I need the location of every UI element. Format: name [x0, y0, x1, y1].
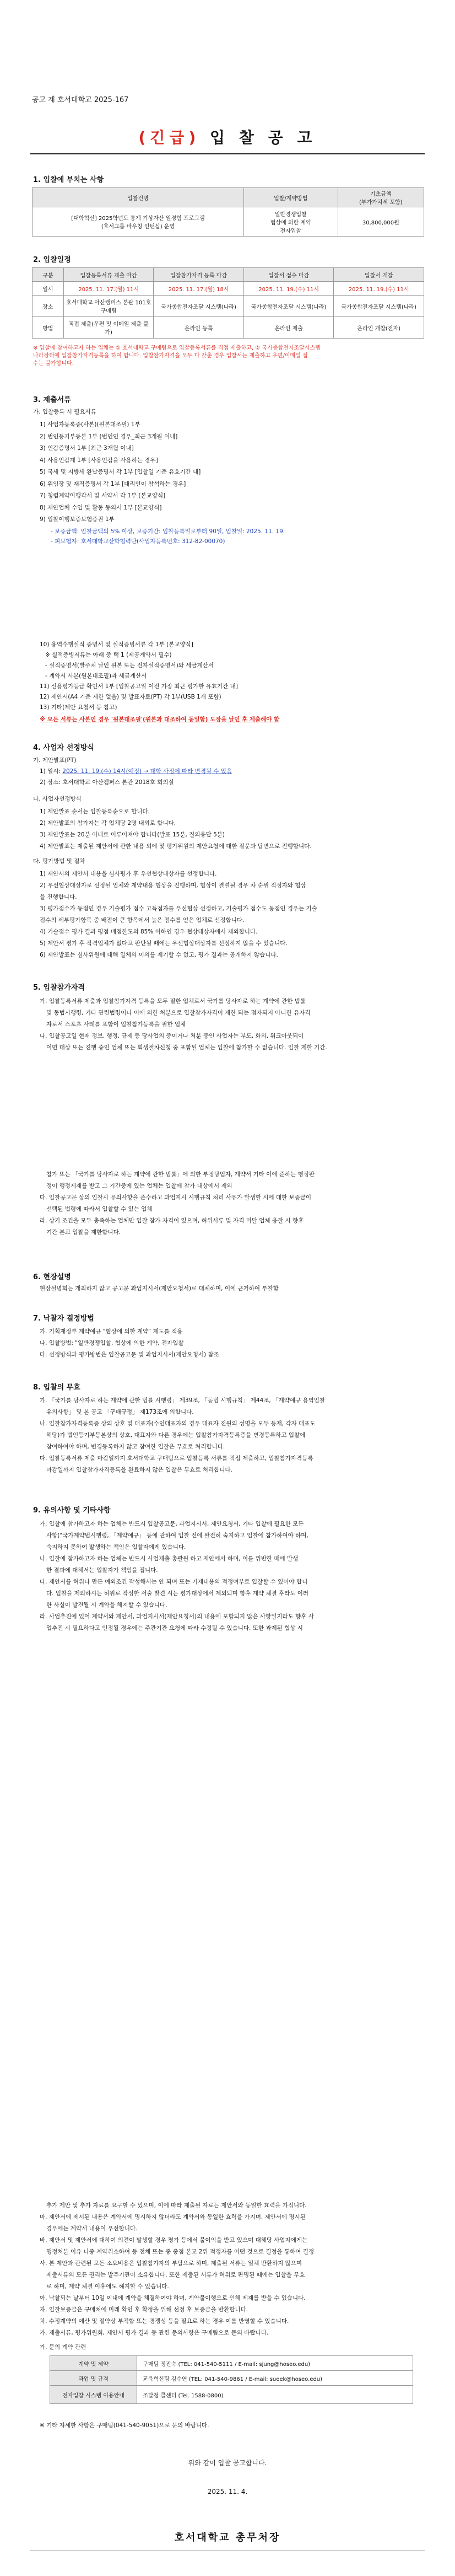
place-registration: 국가종합전자조달 시스템(나라) — [154, 296, 244, 317]
bid-method-line1: 일반경쟁입찰 — [274, 211, 307, 218]
list-item: 다. 입찰공고문 상의 입찰시 유의사항을 준수하고 과업지시 시행규칙 처리 사유가 발생할 시에 대한 보증금이 — [40, 1194, 312, 1201]
list-item: 나. 입찰에 참가하고자 하는 업체는 반드시 사업제출 총괄원 하고 제안에서 하며, 이를 위반한 때에 발생 — [40, 1555, 299, 1562]
section-8-heading: 8. 입찰의 무효 — [33, 1383, 80, 1392]
list-item: 로 하며, 계약 체결 이후에도 해지할 수 있습니다. — [46, 2283, 169, 2290]
sec3-items-list — [40, 419, 201, 526]
list-item: 참가 또는 「국가를 당사자로 하는 계약에 관한 법률」에 의한 부정당업자, 계약서 기타 이에 준하는 행정판 — [46, 1171, 315, 1178]
list-item: 마감일까지 입찰참가자격등록을 완료하지 않은 입찰은 무효로 처리합니다. — [46, 1467, 232, 1473]
list-item: 숙지하지 못하여 발생하는 책임은 입찰자에게 있습니다. — [46, 1544, 186, 1550]
list-item: 을 진행합니다. — [40, 894, 77, 900]
list-item: 점수의 세부평가항목 중 배점이 큰 항목에서 높은 점수를 얻은 업체로 선정합니다. — [40, 917, 245, 924]
list-item: 10) 용역수행실적 증명서 및 실적증빙서류 각 1부 [본교양식] — [40, 641, 193, 648]
contact-value: 조달청 콜센터 (Tel. 1588-0800) — [137, 2386, 413, 2404]
list-item: 다. 제안서를 허위나 만든 예외조건 작성해서는 안 되며 또는 기재내용의 적정여부로 입찰할 수 있어야 합니 — [40, 1579, 308, 1585]
list-item: 차. 수정계약의 예산 및 절약상 부적합 또는 경쟁성 등을 필요로 하는 경우 이를 반영할 수 있습니다. — [40, 2318, 289, 2325]
section-7-heading: 7. 낙찰자 결정방법 — [33, 1314, 94, 1323]
list-item: 사. 본 제안과 관련된 모든 소요비용은 입찰참가자의 부담으로 하며, 제출된 서류는 일체 반환하지 않으며 — [40, 2260, 302, 2267]
page-title — [0, 126, 455, 148]
section-9-heading: 9. 유의사항 및 기타사항 — [33, 1506, 111, 1515]
section-6-heading: 6. 현장설명 — [33, 1273, 71, 1281]
list-item: 정이 행정제재를 받고 그 기간중에 있는 업체는 입찰에 참가 대상에서 제외 — [46, 1183, 232, 1189]
list-item: 3) 제안발표는 20분 이내로 이루어져야 합니다(발표 15분, 질의응답 5분) — [40, 831, 225, 838]
bond-line1: - 보증금액: 입찰금액의 5% 이상, 보증기간: 입찰등록일로부터 90일, 입찰일: 2025. 11. 19. — [51, 528, 285, 535]
list-item: - 실적증명서(발주처 날인 원본 또는 전자실적증명서)와 세금계산서 — [45, 662, 214, 669]
list-item: 2) 법인등기부등본 1부 [법인인 경우_최근 3개월 이내] — [40, 433, 178, 440]
schedule-note — [33, 345, 425, 368]
date-submission: 2025. 11. 17.(월) 11시 — [63, 282, 154, 296]
sec4-sub-b: 나. 사업자선정방식 — [33, 796, 82, 802]
date-registration: 2025. 11. 17.(월) 18시 — [154, 282, 244, 296]
title-urgent-tag: (긴급) — [138, 128, 201, 147]
list-item: 13) 기타(제안 요청서 등 참고) — [40, 704, 117, 711]
title-text: 입 찰 공 고 — [210, 128, 317, 147]
th-schedule-label: 구분 — [32, 268, 64, 282]
pt-date-value: 2025. 11. 19.(수) 14시(예정) → 대학 사정에 따라 변경될 수 있음 — [62, 768, 232, 775]
contact-note: ※ 기타 자세한 사항은 구매팀(041-540-9051)으로 문의 바랍니다. — [40, 2422, 209, 2429]
contact-table — [50, 2355, 413, 2404]
list-item: 11) 신용평가등급 확인서 1부 [입찰공고일 이전 가장 최근 평가한 유효기간 내] — [40, 683, 238, 690]
bid-name-line1: [대학혁신] 2025학년도 통계 기상자산 일경험 프로그램 — [71, 216, 205, 222]
list-item: 카. 제출서류, 평가위원회, 제안서 평가 결과 등 관련 문의사항은 구매팀으로 문의 바랍니다. — [40, 2330, 269, 2336]
section-5-heading: 5. 입찰참가자격 — [33, 984, 85, 992]
th-budget — [338, 188, 424, 207]
list-item: 제출서류의 모든 권리는 발주기관이 소유합니다. 또한 제출된 서류가 허위로 판명된 때에는 입찰을 무효 — [46, 2272, 305, 2278]
closing-statement: 위와 같이 입찰 공고합니다. — [188, 2459, 267, 2467]
contact-value: 교육혁신팀 김수연 (TEL: 041-540-9861 / E-mail: sueek@hoseo.edu) — [137, 2371, 413, 2386]
method-receipt: 온라인 제출 — [243, 317, 334, 339]
sec9-list — [40, 1518, 425, 1634]
th-budget-line2: (부가가치세 포함) — [359, 200, 403, 206]
list-item: 2) 제안발표의 참가자는 각 업체당 2명 내외로 합니다. — [40, 820, 176, 827]
site-briefing-text: 현장설명회는 개최하지 않고 공고문 과업지시서(제안요청서)로 대체하며, 이에 근거하여 투찰함 — [40, 1285, 279, 1292]
pt-place: 2) 장소: 호서대학교 아산캠퍼스 본관 2018호 회의실 — [40, 779, 174, 786]
list-item: 나. 입찰참가자격등록증 상의 상호 및 대표자(수인대표자의 경우 대표자 전원의 성명을 모두 등재, 각자 대표도 — [40, 1420, 316, 1427]
list-item: 가. 입찰에 참가하고자 하는 업체는 반드시 입찰공고문, 과업지시서, 제안요청서, 기타 입찰에 필요한 모든 — [40, 1521, 304, 1527]
list-item: 나. 입찰방법: "일반경쟁입찰, 협상에 의한 계약, 전자입찰 — [40, 1340, 184, 1346]
list-item: 해당)가 법인등기부등본상의 상호, 대표자와 다른 경우에는 입찰참가자격등록증을 변경등록하고 입찰에 — [46, 1432, 306, 1439]
row-place-label: 장소 — [32, 296, 64, 317]
place-opening: 국가종합전자조달 시스템(나라) — [334, 296, 424, 317]
list-item: 라. 사업추진에 있어 계약서와 제안서, 과업지시서(제안요청서)의 내용에 포함되지 않은 사항일지라도 향후 사 — [40, 1613, 314, 1620]
list-item: ※ 실적증빙서류는 아래 중 택 1 (제공계약서 필수) — [45, 652, 172, 658]
list-item: 한 사실이 발견될 시 계약을 해지할 수 있습니다. — [46, 1602, 167, 1608]
list-item: 한 결과에 대해서는 입찰자가 책임을 집니다. — [46, 1567, 158, 1574]
sec5-list-cont — [40, 1169, 426, 1238]
contact-label: 전자입찰 시스템 이용안내 — [50, 2386, 137, 2404]
list-item: 1) 제안서의 제안서 내용을 심사평가 후 우선협상대상자를 선정합니다. — [40, 871, 217, 877]
sec3-items2-list — [40, 640, 238, 713]
list-item: 라. 상기 조건을 모두 충족하는 업체만 입찰 참가 자격이 있으며, 허위서류 및 자격 미달 업체 응찰 시 향후 — [40, 1217, 304, 1224]
td-budget: 30,800,000원 — [338, 207, 424, 237]
list-item: 참여하여야 하며, 변경등록하지 않고 참여한 입찰은 무효로 처리합니다. — [46, 1443, 225, 1450]
sec4-c-list — [40, 868, 317, 961]
td-bid-method — [243, 207, 338, 237]
list-item: 추가 제안 및 추가 자료를 요구할 수 있으며, 이에 따라 제출된 자료는 제안서와 동일한 효력을 가집니다. — [46, 2202, 307, 2209]
list-item: 사항("국가계약법시행령, 「계약예규」 등에 관하여 입찰 전에 완전히 숙지하고 입찰에 참가하여야 하며, — [46, 1532, 308, 1539]
list-item: 5) 제안서 평가 후 작격업체가 없다고 판단될 때에는 우선협상대상자를 선정하지 않을 수 있습니다. — [40, 940, 288, 947]
list-item: 2) 우선협상대상자로 선정된 업체와 계약내용 협상을 진행하며, 협상이 결렬될 경우 차 순위 적정자와 협상 — [40, 882, 306, 889]
section-4-heading: 4. 사업자 선정방식 — [33, 744, 94, 752]
contact-value: 구매팀 정진숙 (TEL: 041-540-5111 / E-mail: sjung@hoseo.edu) — [137, 2356, 413, 2371]
sec9-list-cont — [40, 2200, 426, 2339]
list-item: 가. 입찰등록서류 제출과 입찰참가자격 등록을 모두 필한 업체로서 국가를 당사자로 하는 계약에 관한 법률 — [40, 998, 306, 1005]
bid-method-line2: 협상에 의한 계약 — [270, 219, 311, 226]
list-item: 5) 국세 및 지방세 완납증명서 각 1부 [입찰일 기준 유효기간 내] — [40, 469, 201, 475]
list-item: 나. 입찰공고일 현재 정보, 행정, 규제 등 당사업의 중이거나 처분 중인 사업자는 부도, 화의, 워크아웃되이 — [40, 1033, 304, 1039]
list-item: 4) 기술점수 평가 결과 평점 배점한도의 85% 이하인 경우 협상대상자에서 제외합니다. — [40, 929, 258, 935]
section-1-heading: 1. 입찰에 부치는 사항 — [33, 176, 104, 184]
list-item: 및 동법시행령, 기타 관련법령이나 이에 의한 처분으로 입찰참가자격이 제한 되는 점자되지 아니한 유자격 — [46, 1010, 311, 1016]
th-receipt: 입찰서 접수 마감 — [243, 268, 334, 282]
row-method-label: 방법 — [32, 317, 64, 339]
list-item: 이면 대상 또는 진행 중인 업체 또는 회생절차신청 중 포함된 업체는 입찰에 참가할 수 없습니다. 입찰 제한 기간. — [46, 1044, 327, 1051]
section-2-heading: 2. 입찰일정 — [33, 256, 71, 264]
list-item: 행정처분 이유 나중 계약취소하여 등 전체 또는 중 중점 본교 2위 적정자를 어떤 것으로 결정을 통하여 결정 — [46, 2248, 315, 2255]
copy-stamp-warning: ※ 모든 서류는 사본인 경우 '원본대조필'(원본과 대조하여 동일함) 도장을 날인 후 제출해야 함 — [40, 716, 280, 723]
sec4-b-list — [40, 806, 312, 852]
section-3-heading: 3. 제출서류 — [33, 396, 71, 404]
list-item: 다. 입찰을 제외하시는 허위로 작성한 서술 발견 시는 평가대상에서 제외되며 향후 계약 체결 후라도 이러 — [46, 1590, 309, 1597]
list-item: 6) 위임장 및 재직증명서 각 1부 [대리인이 참석하는 경우] — [40, 480, 186, 487]
list-item: 3) 평가점수가 동점인 경우 기술평가 점수 고득점자를 우선협상 선정하고, 기술평가 점수도 동점인 경우는 기술 — [40, 905, 317, 912]
contact-intro: 가. 문의 계약 관련 — [40, 2344, 86, 2350]
list-item: 7) 청렴계약이행각서 및 서약서 각 1부 [본교양식] — [40, 492, 166, 499]
list-item: 아. 낙찰되는 날부터 10일 이내에 계약을 체결하여야 하며, 계약불이행으로 인해 제재를 받을 수 있습니다. — [40, 2295, 306, 2301]
list-item: 다. 선정방식과 평가방법은 입찰공고문 및 과업지시서(제안요청서) 참조 — [40, 1351, 219, 1358]
list-item: 마. 제안서에 제시된 내용은 계약서에 명시하지 않더라도 계약서와 동일한 효력을 가지며, 제안서에 명시된 — [40, 2214, 306, 2220]
sec5-list — [40, 996, 425, 1054]
notice-date: 2025. 11. 4. — [207, 2488, 248, 2496]
list-item: 선택된 법령에 따라서 입찰할 수 있는 업체 — [46, 1206, 153, 1212]
list-item: - 계약서 사본(원본대조필)과 세금계산서 — [45, 673, 147, 679]
list-item: 4) 제안발표는 제출된 제안서에 관한 내용 외에 및 평가위원의 제안요청에 대한 질문과 답변으로 진행합니다. — [40, 843, 312, 850]
list-item: 9) 입찰이행보증보험증권 1부 — [40, 516, 115, 523]
list-item: 다. 입찰등록서류 제출 마감일까지 호서대학교 구매팀으로 입찰등록 서류를 직접 제출하고, 입찰참가자격등록 — [40, 1455, 313, 1462]
bond-details — [51, 527, 285, 546]
schedule-note-line3: 수는 불가합니다. — [33, 361, 74, 367]
notice-number: 공고 제 호서대학교 2025-167 — [32, 96, 129, 104]
method-registration: 온라인 등록 — [154, 317, 244, 339]
schedule-note-line2: 나라장터에 입찰참가자격등록을 하여 합니다. 입찰참가자격을 모두 다 갖춘 경우 입찰서는 제출하고 우편/이메일 접 — [33, 353, 308, 359]
list-item: 가. 「국가를 당사자로 하는 계약에 관한 법률 시행령」 제39조, 「동법 시행규칙」 제44조, 「계약예규 용역입찰 — [40, 1397, 326, 1404]
th-opening: 입찰서 개찰 — [334, 268, 424, 282]
bid-name-line2: (호서그룹 바우칭 인턴십) 운영 — [101, 224, 175, 230]
date-receipt: 2025. 11. 19.(수) 11시 — [243, 282, 334, 296]
sec3-sub-a: 가. 입찰등록 시 필요서류 — [33, 409, 96, 415]
sec8-list — [40, 1395, 425, 1476]
sec4-sub-c: 다. 평가방법 및 절차 — [33, 858, 85, 865]
contact-label: 과업 및 규격 — [50, 2371, 137, 2386]
th-bid-name: 입찰건명 — [32, 188, 244, 207]
title-divider — [30, 153, 425, 154]
contact-label: 계약 및 제약 — [50, 2356, 137, 2371]
list-item: 자로서 스포츠 사례를 포함이 입찰참가등록을 필한 업체 — [46, 1021, 186, 1028]
bid-item-table — [32, 187, 424, 237]
td-bid-name — [32, 207, 244, 237]
list-item: 자. 입찰보증금은 구매처에 미래 확인 후 확정을 위해 선정 후 보증금을 반환합니다. — [40, 2306, 248, 2313]
method-submission: 직접 제출(우편 및 이메일 제출 불가) — [63, 317, 154, 339]
place-submission: 호서대학교 아산캠퍼스 본관 101호 구매팀 — [63, 296, 154, 317]
place-receipt: 국가종합전자조달 시스템(나라) — [243, 296, 334, 317]
th-bid-method: 입찰/계약방법 — [243, 188, 338, 207]
list-item: 4) 사용인감계 1부 [사용인감을 사용하는 경우] — [40, 457, 158, 464]
bid-method-line3: 전자입찰 — [280, 228, 302, 234]
list-item: 1) 사업자등록증(사본)(원본대조필) 1부 — [40, 421, 140, 428]
list-item: 경우에는 계약서 내용이 우선합니다. — [46, 2225, 138, 2232]
list-item: 6) 제안발표는 심사위원에 대해 일체의 이의를 제기할 수 없고, 평가 결과는 공개하지 않습니다. — [40, 952, 278, 958]
list-item: 3) 인감증명서 1부 [최근 3개월 이내] — [40, 445, 134, 452]
list-item: 가. 기획재정부 계약예규 "협상에 의한 계약" 제도를 적용 — [40, 1328, 183, 1335]
list-item: 업추진 시 필요하다고 인정될 경우에는 주관기관 요청에 따라 수정될 수 있습니다. 또한 과제된 협상 시 — [46, 1625, 303, 1632]
bond-line2: - 피보험자: 호서대학교산학협력단(사업자등록번호: 312-82-00070) — [51, 538, 225, 545]
pt-date-label: 1) 일시: — [40, 768, 63, 775]
list-item: 8) 제안업체 수입 및 활동 동의서 1부 [본교양식] — [40, 504, 162, 511]
schedule-table — [32, 267, 424, 339]
list-item: 1) 제안발표 순서는 입찰등록순으로 합니다. — [40, 808, 150, 815]
date-opening: 2025. 11. 19.(수) 11시 — [334, 282, 424, 296]
th-registration: 입찰참가자격 등록 마감 — [154, 268, 244, 282]
list-item: 12) 제안서(A4 기준 제한 없음) 및 발표자료(PT) 각 1부(USB 1개 포함) — [40, 694, 221, 700]
list-item: 바. 제안서 및 제안서에 대하여 의견이 발생할 경우 평가 등에서 불이익을 받고 있으며 대해당 사업자에게는 — [40, 2237, 308, 2244]
schedule-note-line1: ※ 입찰에 참여하고자 하는 업체는 ① 호서대학교 구매팀으로 입찰등록서류를 직접 제출하고, ② 국가종합전자조달시스템 — [33, 345, 321, 351]
th-submission: 입찰등록서류 제출 마감 — [63, 268, 154, 282]
th-budget-line1: 기초금액 — [370, 191, 392, 197]
signature: 호서대학교 총무처장 — [174, 2532, 281, 2543]
list-item: 유의사항」 및 본 공고 「구매규정」 제173조에 의합니다. — [46, 1409, 194, 1415]
row-date-label: 일시 — [32, 282, 64, 296]
sec7-list — [40, 1326, 219, 1361]
method-opening: 온라인 개찰(전자) — [334, 317, 424, 339]
sec4-sub-a: 가. 제안발표(PT) — [33, 757, 77, 764]
pt-date — [40, 768, 232, 775]
list-item: 기간 본교 입찰을 제한합니다. — [46, 1229, 121, 1236]
